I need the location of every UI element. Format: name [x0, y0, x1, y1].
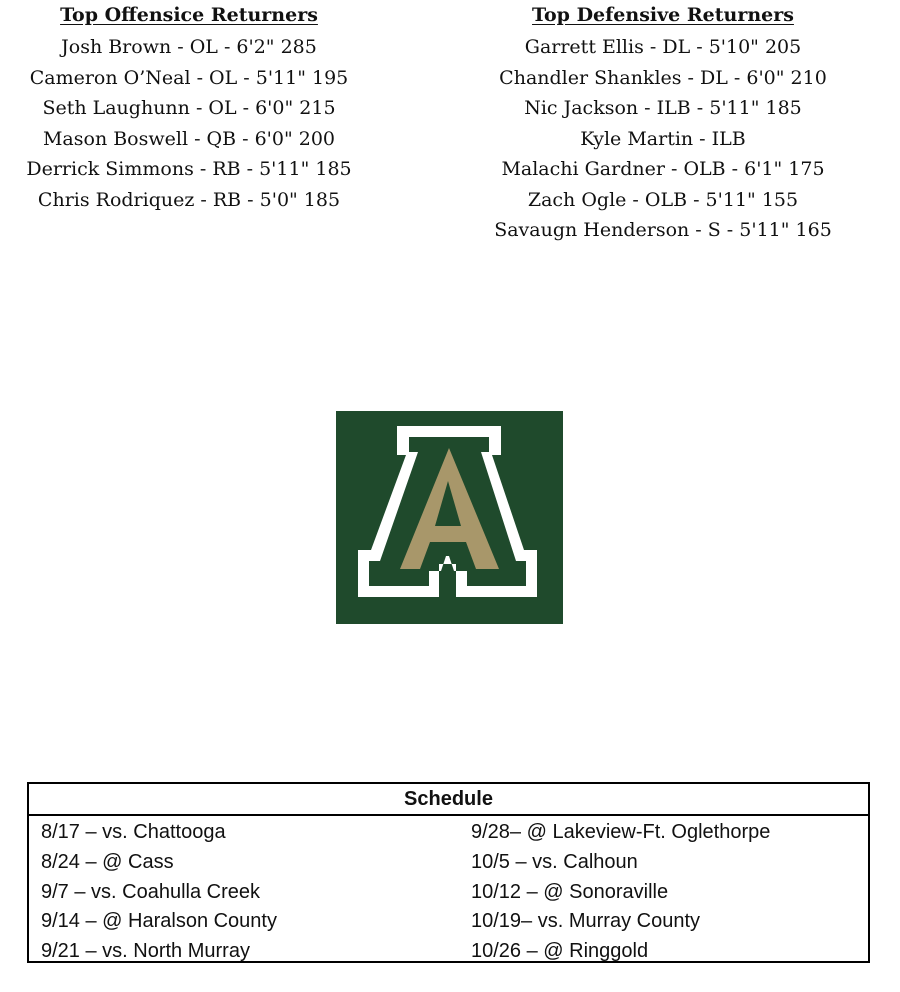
defense-list — [470, 32, 856, 246]
letter-a-logo-icon — [336, 411, 563, 624]
offense-player: Chris Rodriquez - RB - 5'0" 185 — [37, 188, 341, 211]
offense-title: Top Offensice Returners — [60, 4, 318, 26]
defense-player: Zach Ogle - OLB - 5'11" 155 — [527, 188, 799, 211]
offense-returners — [0, 0, 378, 215]
schedule-game: 9/14 – @ Haralson County — [41, 910, 277, 933]
offense-player: Cameron O’Neal - OL - 5'11" 195 — [29, 66, 349, 89]
defense-player: Chandler Shankles - DL - 6'0" 210 — [499, 66, 827, 89]
schedule-column-right — [461, 818, 770, 967]
defense-returners — [470, 0, 856, 246]
team-logo — [336, 411, 563, 624]
defense-player: Malachi Gardner - OLB - 6'1" 175 — [501, 158, 825, 180]
schedule-game: 9/7 – vs. Coahulla Creek — [41, 880, 261, 903]
defense-player: Garrett Ellis - DL - 5'10" 205 — [524, 36, 802, 58]
schedule-game: 9/28– @ Lakeview-Ft. Oglethorpe — [471, 821, 771, 843]
offense-list — [0, 32, 378, 215]
defense-player: Nic Jackson - ILB - 5'11" 185 — [524, 97, 802, 119]
schedule-table — [27, 782, 870, 963]
offense-player: Derrick Simmons - RB - 5'11" 185 — [26, 158, 352, 180]
schedule-body — [29, 816, 868, 967]
schedule-game: 10/12 – @ Sonoraville — [471, 880, 669, 903]
schedule-column-left — [29, 818, 461, 967]
schedule-game: 10/19– vs. Murray County — [471, 910, 700, 933]
schedule-title: Schedule — [29, 784, 868, 816]
schedule-game: 8/17 – vs. Chattooga — [41, 821, 226, 843]
defense-title: Top Defensive Returners — [532, 4, 794, 26]
schedule-game: 10/26 – @ Ringgold — [471, 940, 649, 963]
schedule-game: 8/24 – @ Cass — [41, 850, 174, 873]
offense-player: Mason Boswell - QB - 6'0" 200 — [42, 127, 336, 150]
offense-player: Josh Brown - OL - 6'2" 285 — [61, 36, 317, 58]
defense-player: Kyle Martin - ILB — [580, 127, 746, 150]
defense-player: Savaugn Henderson - S - 5'11" 165 — [494, 219, 832, 241]
offense-player: Seth Laughunn - OL - 6'0" 215 — [42, 97, 336, 119]
schedule-game: 9/21 – vs. North Murray — [41, 940, 250, 963]
schedule-game: 10/5 – vs. Calhoun — [471, 850, 638, 873]
